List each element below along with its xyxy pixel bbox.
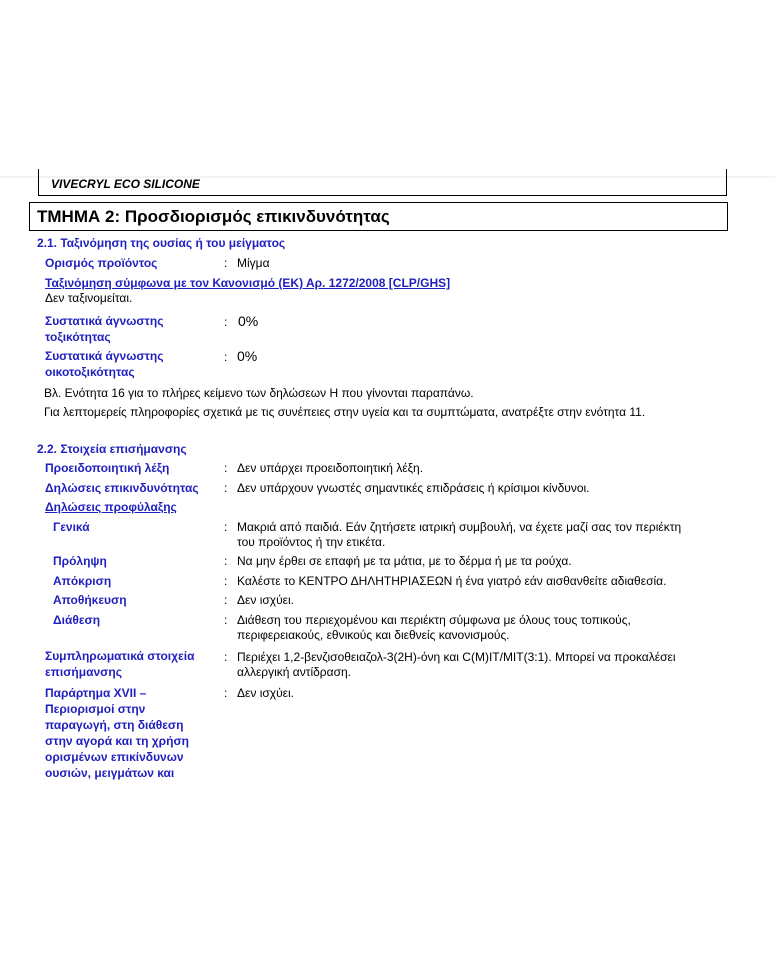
subsection-2-1-heading: 2.1. Ταξινόμηση της ουσίας ή του μείγματος (37, 236, 286, 250)
colon: : (224, 593, 228, 607)
colon: : (224, 554, 228, 568)
disposal-value-line-1: Διάθεση του περιεχομένου και περιέκτη σύμφωνα με όλους τους τοπικούς, (237, 613, 631, 627)
hazard-statements-value: Δεν υπάρχουν γνωστές σημαντικές επιδράσεις ή κρίσιμοι κίνδυνοι. (237, 481, 590, 495)
health-effects-note: Για λεπτομερείς πληροφορίες σχετικά με τις συνέπειες στην υγεία και τα συμπτώματα, ανατρέξτε στην ενότητα 11. (44, 405, 646, 419)
storage-label: Αποθήκευση (53, 593, 127, 607)
section-title-box (29, 202, 728, 231)
colon: : (224, 574, 228, 588)
response-value: Καλέστε το ΚΕΝΤΡΟ ΔΗΛΗΤΗΡΙΑΣΕΩΝ ή ένα γιατρό εάν αισθανθείτε αδιαθεσία. (237, 574, 667, 588)
colon: : (224, 613, 228, 627)
supplemental-value-line-1: Περιέχει 1,2-βενζισοθειαζολ-3(2H)-όνη και C(M)IT/MIT(3:1). Μπορεί να προκαλέσει (237, 650, 676, 664)
unknown-toxicity-label-2: τοξικότητας (45, 330, 111, 344)
annex-xvii-label-2: Περιορισμοί στην (45, 702, 146, 716)
supplemental-label-2: επισήμανσης (45, 665, 122, 679)
product-definition-label: Ορισμός προϊόντος (45, 256, 158, 270)
supplemental-label-1: Συμπληρωματικά στοιχεία (45, 649, 195, 663)
response-label: Απόκριση (53, 574, 112, 588)
disposal-value-line-2: περιφερειακούς, εθνικούς και διεθνείς κανονισμούς. (237, 628, 510, 642)
annex-xvii-label-5: ορισμένων επικίνδυνων (45, 750, 184, 764)
unknown-ecotoxicity-label-2: οικοτοξικότητας (45, 365, 135, 379)
annex-xvii-label-4: στην αγορά και τη χρήση (45, 734, 189, 748)
annex-xvii-label-1: Παράρτημα XVII – (45, 686, 147, 700)
unknown-toxicity-value: 0% (238, 313, 259, 329)
h-statements-note: Βλ. Ενότητα 16 για το πλήρες κείμενο των δηλώσεων Η που γίνονται παραπάνω. (44, 386, 474, 400)
product-definition-value: Μίγμα (237, 256, 270, 270)
general-value-line-1: Μακριά από παιδιά. Εάν ζητήσετε ιατρική συμβουλή, να έχετε μαζί σας τον περιέκτη (237, 520, 682, 534)
hazard-statements-label: Δηλώσεις επικινδυνότητας (45, 481, 199, 495)
section-title: ΤΜΗΜΑ 2: Προσδιορισμός επικινδυνότητας (37, 207, 390, 226)
colon: : (224, 461, 228, 475)
disposal-label: Διάθεση (53, 613, 101, 627)
unknown-ecotoxicity-value: 0% (237, 348, 258, 364)
annex-xvii-label-6: ουσιών, μειγμάτων και (45, 766, 175, 780)
supplemental-value-line-2: αλλεργική αντίδραση. (237, 665, 351, 679)
precautionary-statements-heading: Δηλώσεις προφύλαξης (45, 500, 177, 514)
signal-word-label: Προειδοποιητική λέξη (45, 461, 170, 475)
prevention-value: Να μην έρθει σε επαφή με τα μάτια, με το δέρμα ή με τα ρούχα. (237, 554, 572, 568)
unknown-toxicity-label-1: Συστατικά άγνωστης (45, 314, 164, 328)
signal-word-value: Δεν υπάρχει προειδοποιητική λέξη. (237, 461, 424, 475)
clp-classification-link[interactable]: Ταξινόμηση σύμφωνα με τον Κανονισμό (ΕΚ) Αρ. 1272/2008 [CLP/GHS] (45, 276, 451, 290)
not-classified-text: Δεν ταξινομείται. (45, 291, 133, 305)
general-label: Γενικά (53, 520, 90, 534)
product-header-box (38, 169, 727, 196)
unknown-ecotoxicity-label-1: Συστατικά άγνωστης (45, 349, 164, 363)
prevention-label: Πρόληψη (53, 554, 107, 568)
product-name: VIVECRYL ECO SILICONE (51, 177, 200, 191)
colon: : (224, 686, 228, 700)
colon: : (224, 350, 228, 364)
annex-xvii-value: Δεν ισχύει. (237, 686, 294, 700)
colon: : (224, 481, 228, 495)
general-value-line-2: του προϊόντος ή την ετικέτα. (237, 535, 386, 549)
storage-value: Δεν ισχύει. (237, 593, 294, 607)
colon: : (224, 520, 228, 534)
subsection-2-2-heading: 2.2. Στοιχεία επισήμανσης (37, 442, 187, 456)
colon: : (224, 315, 228, 329)
annex-xvii-label-3: παραγωγή, στη διάθεση (45, 718, 184, 732)
colon: : (224, 650, 228, 664)
colon: : (224, 256, 228, 270)
